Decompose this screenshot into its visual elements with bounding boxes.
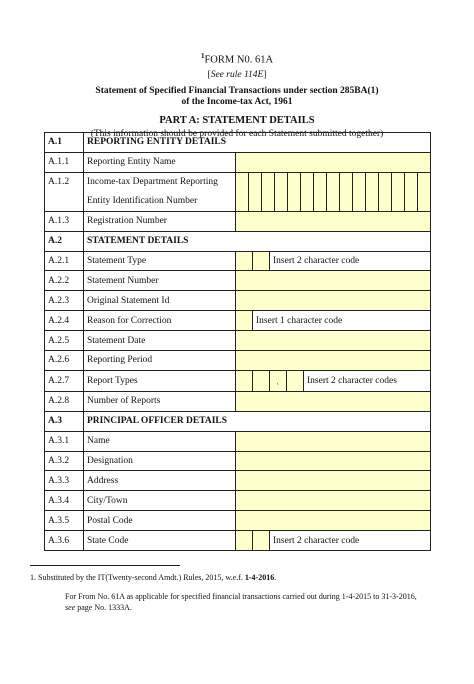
char-box[interactable]	[404, 173, 417, 211]
statement-details-table	[44, 132, 431, 551]
row-label: Designation	[84, 451, 236, 471]
statement-number-field[interactable]	[236, 271, 431, 291]
row-label-line2: Entity Identification Number	[87, 195, 198, 206]
form-header	[0, 50, 474, 141]
char-box[interactable]	[236, 252, 253, 271]
row-label: Original Statement Id	[84, 291, 236, 311]
row-code: A.2.8	[45, 391, 84, 411]
row-code: A.2.7	[45, 370, 84, 391]
reporting-entity-name-field[interactable]	[236, 152, 431, 172]
row-code: A.2.6	[45, 351, 84, 371]
row-a21	[45, 251, 431, 271]
rule-reference	[0, 69, 474, 82]
rule-text: See rule 114E	[210, 69, 264, 80]
report-types-field	[236, 370, 431, 391]
row-code: A.2.5	[45, 331, 84, 351]
row-a35	[45, 511, 431, 531]
row-code: A.2.3	[45, 291, 84, 311]
char-box[interactable]	[287, 173, 300, 211]
row-label: Registration Number	[84, 211, 236, 231]
row-a24	[45, 311, 431, 331]
form-number-text: FORM N0. 61A	[204, 54, 274, 66]
row-code: A.1.3	[45, 211, 84, 231]
row-a25	[45, 331, 431, 351]
code-hint: Insert 2 character code	[270, 531, 430, 550]
officer-name-field[interactable]	[236, 431, 431, 451]
row-label: Reason for Correction	[84, 311, 236, 331]
row-label	[84, 172, 236, 211]
row-label: Statement Date	[84, 331, 236, 351]
row-label: Statement Number	[84, 271, 236, 291]
code-hint: Insert 2 character code	[270, 252, 430, 271]
char-box[interactable]	[287, 371, 304, 391]
footnote-1-text: 1. Substituted by the IT(Twenty-second Amdt.) Rules, 2015, w.e.f.	[30, 573, 243, 582]
char-box[interactable]	[253, 371, 270, 391]
row-label-line1: Income-tax Department Reporting	[87, 176, 218, 187]
char-box[interactable]	[339, 173, 352, 211]
reason-for-correction-field	[236, 311, 431, 331]
address-field[interactable]	[236, 471, 431, 491]
row-a12	[45, 172, 431, 211]
postal-code-field[interactable]	[236, 511, 431, 531]
char-box[interactable]	[253, 252, 270, 271]
form-number	[0, 50, 474, 67]
row-label: State Code	[84, 531, 236, 551]
row-a26	[45, 351, 431, 371]
footnote-2	[65, 592, 445, 613]
row-label: Name	[84, 431, 236, 451]
row-label: Postal Code	[84, 511, 236, 531]
row-a34	[45, 491, 431, 511]
footnote-2-page-ref: page No. 1333A.	[75, 602, 132, 612]
row-code: A.3.5	[45, 511, 84, 531]
footnote-1-end: .	[274, 573, 277, 582]
statement-title-line1: Statement of Specified Financial Transactions under section 285BA(1)	[95, 85, 379, 96]
state-code-field	[236, 531, 431, 551]
row-code: A.3.3	[45, 471, 84, 491]
char-box[interactable]	[378, 173, 391, 211]
char-box[interactable]	[236, 311, 253, 330]
row-code: A.2.1	[45, 251, 84, 271]
section-title: PRINCIPAL OFFICER DETAILS	[84, 411, 431, 431]
row-code: A.3.4	[45, 491, 84, 511]
footnote-mark: 1	[200, 52, 205, 60]
rule-bracket-open: [	[207, 69, 211, 80]
section-code: A.1	[45, 133, 84, 153]
char-box[interactable]	[417, 173, 430, 211]
code-hint: Insert 1 character code	[253, 311, 430, 330]
number-of-reports-field[interactable]	[236, 391, 431, 411]
char-box[interactable]	[391, 173, 404, 211]
char-box[interactable]	[352, 173, 365, 211]
row-label: Reporting Period	[84, 351, 236, 371]
char-box-marked[interactable]: ˛	[270, 371, 287, 391]
footnote-1-date: 1-4-2016	[244, 573, 275, 582]
footnote-2-text: For From No. 61A as applicable for specified financial transactions carried out during 1-4-2015 to 31-3-2016,	[65, 592, 417, 601]
footnote-divider	[30, 565, 180, 566]
row-code: A.2.4	[45, 311, 84, 331]
char-box[interactable]	[261, 173, 274, 211]
rule-bracket-close: ]	[263, 69, 267, 80]
statement-type-field	[236, 251, 431, 271]
row-a27	[45, 370, 431, 391]
char-box[interactable]	[313, 173, 326, 211]
char-box[interactable]	[236, 371, 253, 391]
section-title: REPORTING ENTITY DETAILS	[84, 133, 431, 153]
row-a11	[45, 152, 431, 172]
row-code: A.2.2	[45, 271, 84, 291]
statement-date-field[interactable]	[236, 331, 431, 351]
section-title: STATEMENT DETAILS	[84, 231, 431, 251]
designation-field[interactable]	[236, 451, 431, 471]
footnote-2-see: see	[65, 602, 76, 612]
row-code: A.1.2	[45, 172, 84, 211]
char-box[interactable]	[365, 173, 378, 211]
row-a22	[45, 271, 431, 291]
section-code: A.3	[45, 411, 84, 431]
row-a36	[45, 531, 431, 551]
code-hint: Insert 2 character codes	[304, 371, 430, 391]
row-label: Number of Reports	[84, 391, 236, 411]
entity-id-char-boxes	[236, 173, 430, 211]
char-box[interactable]	[300, 173, 313, 211]
row-a32	[45, 451, 431, 471]
row-code: A.1.1	[45, 152, 84, 172]
section-code: A.2	[45, 231, 84, 251]
row-a28	[45, 391, 431, 411]
row-a23	[45, 291, 431, 311]
row-label: Address	[84, 471, 236, 491]
section-row-a2	[45, 231, 431, 251]
statement-title	[0, 86, 474, 109]
statement-title-line2: of the Income-tax Act, 1961	[181, 97, 293, 107]
char-box[interactable]	[274, 173, 287, 211]
row-code: A.3.1	[45, 431, 84, 451]
char-box[interactable]	[326, 173, 339, 211]
row-a33	[45, 471, 431, 491]
row-code: A.3.6	[45, 531, 84, 551]
part-note: (This information should be provided for each Statement submitted together)	[90, 128, 384, 139]
row-label: Reporting Entity Name	[84, 152, 236, 172]
registration-number-field[interactable]	[236, 211, 431, 231]
char-box[interactable]	[253, 531, 270, 550]
row-label: City/Town	[84, 491, 236, 511]
reporting-period-field[interactable]	[236, 351, 431, 371]
row-label: Report Types	[84, 370, 236, 391]
row-a13	[45, 211, 431, 231]
row-code: A.3.2	[45, 451, 84, 471]
section-row-a3	[45, 411, 431, 431]
row-label: Statement Type	[84, 251, 236, 271]
part-title: PART A: STATEMENT DETAILS	[159, 114, 315, 126]
footnote-1	[30, 573, 276, 582]
char-box[interactable]	[236, 531, 253, 550]
row-a31	[45, 431, 431, 451]
city-town-field[interactable]	[236, 491, 431, 511]
original-statement-id-field[interactable]	[236, 291, 431, 311]
entity-id-field[interactable]	[236, 172, 431, 211]
char-box[interactable]	[236, 173, 248, 211]
section-row-a1	[45, 133, 431, 153]
char-box[interactable]	[248, 173, 261, 211]
